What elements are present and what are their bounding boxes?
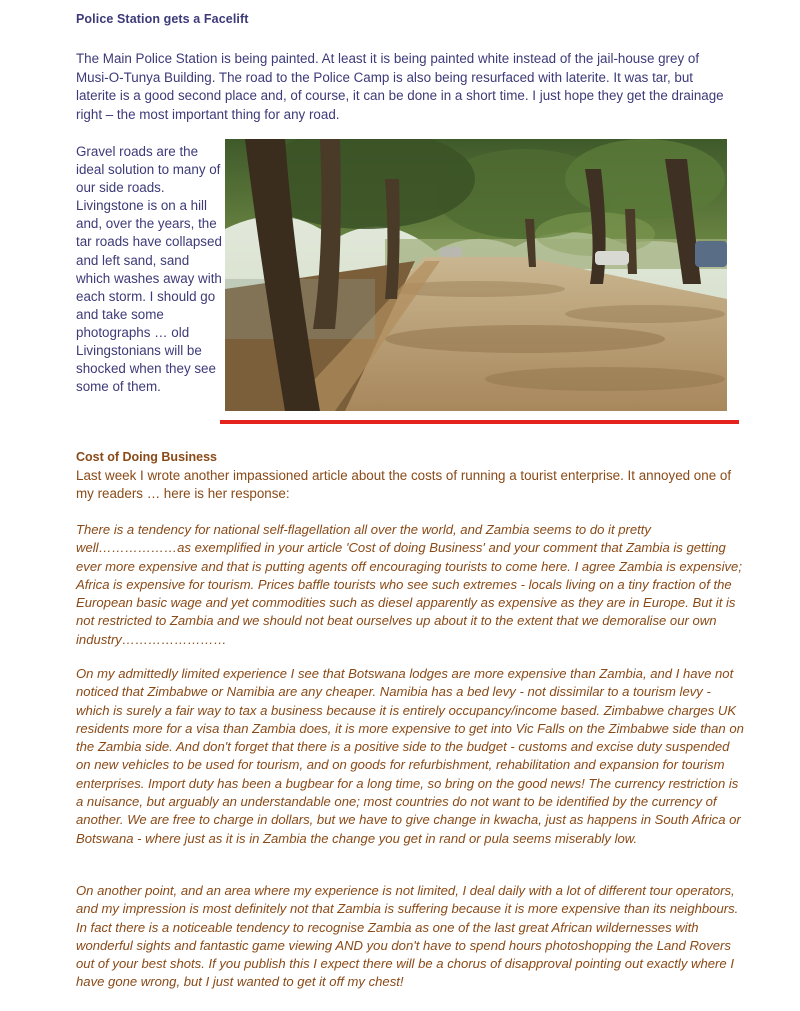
reader-response-paragraph: On another point, and an area where my experience is not limited, I deal daily with a lot of different tour operators, and my impression is most definitely not that Zambia is suffering because it is more expensive than its neighbours. In fact there is a noticeable tendency to recognise Zambia as one of the last great African wildernesses with wonderful sights and fantastic game viewing AND you don't have to spend hours photoshopping the Land Rovers out of your best shots. If you publish this I expect there will be a chorus of disapproval pointing out exactly where I have gone wrong, but I just wanted to get it off my chest! bbox=[76, 883, 739, 990]
reader-response-paragraph: There is a tendency for national self-flagellation all over the world, and Zambia seems to do it pretty well………………as exemplified in your article 'Cost of doing Business' and your comment that Zambia is getting ever more expensive and that is putting agents off encouraging tourists to come here. I agree Zambia is expensive; Africa is expensive for tourism. Prices baffle tourists who see such extremes - locals living on a tiny fraction of the European basic wage and yet commodities such as diesel apparently as expensive as they are in Europe. But it is not restricted to Zambia and we should not beat ourselves up about it to the extent that we demoralise our own industry…………………… bbox=[76, 522, 742, 647]
cost-of-business-lead: Last week I wrote another impassioned article about the costs of running a tourist enterprise. It annoyed one of my readers … here is her response: bbox=[76, 468, 732, 502]
police-station-heading: Police Station gets a Facelift bbox=[76, 12, 249, 26]
police-station-intro: The Main Police Station is being painted. At least it is being painted white instead of the jail-house grey of Musi-O-Tunya Building. The road to the Police Camp is also being resurfaced with laterite. It was tar, but laterite is a good second place and, of course, it can be done in a short time. I just hope they get the drainage right – the most important thing for any road. bbox=[76, 51, 724, 122]
section-divider bbox=[220, 420, 739, 424]
cost-of-business-heading: Cost of Doing Business bbox=[76, 450, 217, 464]
reader-response-paragraph: On my admittedly limited experience I see that Botswana lodges are more expensive than Zambia, and I have not noticed that Zimbabwe or Namibia are any cheaper. Namibia has a bed levy - not dissimilar to a tourism levy - which is surely a fair way to tax a business because it is entirely occupancy/income based. Zimbabwe charges UK residents more for a visa than Zambia does, it is more expensive to get into Vic Falls on the Zimbabwe side than on the Zambia side. And don't forget that there is a positive side to the budget - customs and excise duty suspended on new vehicles to be used for tourism, and on goods for refurbishment, rehabilitation and expansion for tourism enterprises. Import duty has been a bugbear for a long time, so bring on the good news! The currency restriction is a nuisance, but arguably an understandable one; most countries do not want to be identified by the currency of another. We are free to charge in dollars, but we have to give change in kwacha, just as happens in South Africa or Botswana - where just as it is in Zambia the change you get in rand or pula seems miserably low. bbox=[76, 666, 744, 846]
gravel-roads-text: Gravel roads are the ideal solution to many of our side roads. Livingstone is on a hill and, over the years, the tar roads have collapsed and left sand, sand which washes away with each storm. I should go and take some photographs … old Livingstonians will be shocked when they see some of them. bbox=[76, 144, 222, 395]
tree-lined-road-photo bbox=[225, 139, 727, 411]
